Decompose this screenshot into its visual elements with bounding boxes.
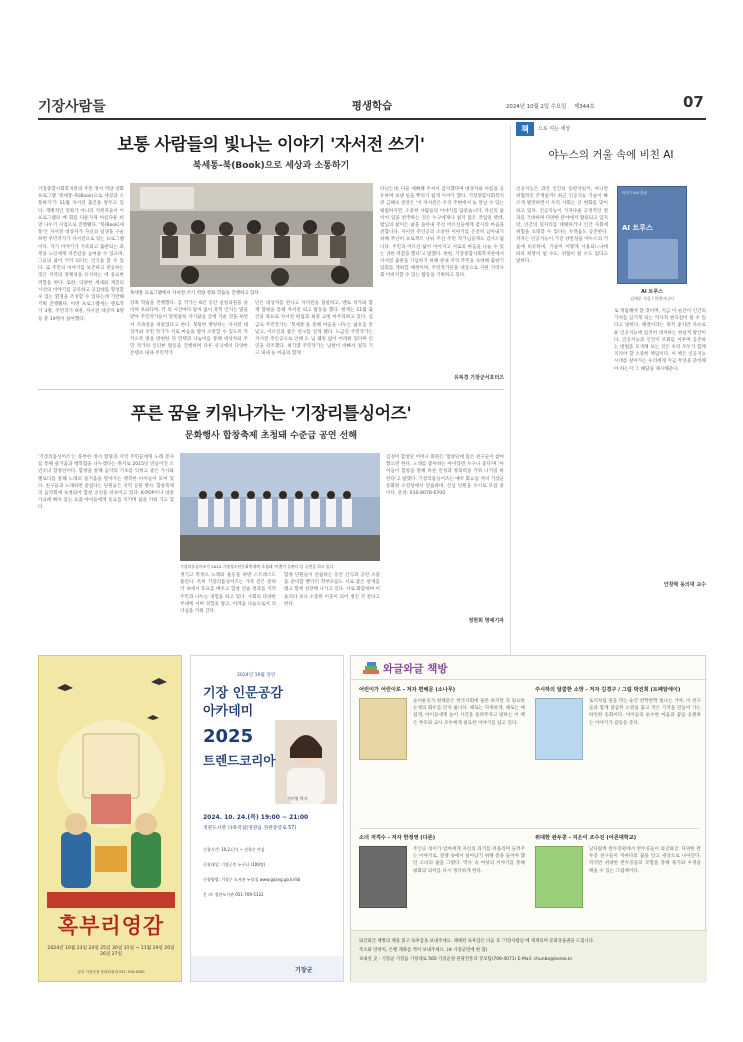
review-book-cover <box>359 698 407 760</box>
bookreview-footer-line1: 와글와글 책방의 책을 읽고 독후감을 보내주세요. 채택된 독후감은 다음 호 '기장사람들'에 게재되며 문화상품권을 드립니다. <box>359 939 595 944</box>
article1-col1: 기장종합사회복지관의 주민 정서 역량 강화 프로그램 '북세통-북(Book)으로 세상과 소통하기'가 11월 자서전 출간을 앞두고 있다. 개별적인 강좌가 아니라 지원자들이 이 프로그램의 매 회를 다운가게 아름다운 희망 나누기 사업으로 진행됐다. '북(Book)세통'은 자서전 대상자가 자신의 일생을 구술하면 주민작가가 자서전으로 엮는 프로그램이다. 자기 이야기가 기록되고 출판되는 과정을 노인에게 자존감을 높여줄 수 있으며, 그들의 삶이 기억 되다는 인식을 할 수 있다. 또 주민의 이야기를 보존하고 전승하는 것은 지역의 정체성을 유지하는 데 중요한 역할을 한다. 또한, 다양한 세대와 계층의 시선의 이야기를 공유하고 공감대를 형성할 수 있는 환경을 조성할 수 있다는데 기반해 기획 진행됐다. 이번 프로그램에는 멘토작가 3명, 주민작가 9명, 자서전 대상자 8명 등 총 19명이 참여했다. <box>38 187 124 322</box>
book-cover-title: AI 트루스 <box>622 224 653 232</box>
header-rule <box>38 118 706 120</box>
review-item-text: 토끼처럼 말을 먹는 순간 반짝반짝 빛나는 거야. 이 친구들과 함께 달콤한 소망을 품고 작은 기적을 만들어 가는 따뜻한 동화이다. 아이들의 순수한 마음과 꿈을 응원하는 이야기가 감동을 준다. <box>589 699 701 726</box>
book-tag-sub: 으로 여는 세상 <box>538 126 571 132</box>
book-cover-brand: 바다TOON 출판 <box>622 191 647 195</box>
article2-photo-caption: 기장리틀싱어즈가 2024 기장청소년문화축제에 초청돼 '이출이 들판다'들 공연을 하고 있다 <box>180 564 334 569</box>
gijang-logo: 기장군 <box>295 967 313 974</box>
page-section-title: 평생학습 <box>351 100 393 112</box>
book-byline: 안창혁 동의대 교수 <box>663 582 706 588</box>
book-cover-caption1: AI 트루스 <box>641 289 663 295</box>
academy-title1: 기장 인문공감 <box>203 686 283 701</box>
article1-photo <box>130 183 373 287</box>
bookreview-footer-line3: 보내실 곳 : 기장군 기장읍 기장대로 560 기장군청 관광진흥과 궁보팀(709-4071) E-Mail: chunbo@korea.kr <box>359 957 573 962</box>
article2-title: 푸른 꿈을 키워나가는 '기장리틀싱어즈' <box>130 404 412 424</box>
article2-subtitle: 문화행사 합창축제 초청돼 수준급 공연 선해 <box>184 431 358 441</box>
review-item <box>359 834 525 926</box>
section-label: 기장사람들 <box>38 99 106 115</box>
book-col1: 인공지능은 과연 인간의 동반자일까, 아니면 위협적인 존재일까? 최근 인공지능 기술이 빠르게 발전하면서 우리 사회는 큰 변화를 맞이하고 있다. 인공지능이 가져다줄 긍정적인 결과를 기대하며 다양한 분야에서 활용되고 있지만, 인간의 일자리를 대체하거나 인간 사회에 위험을 초래할 수 있다는 두려움도 공존한다. 저자는 인공지능이 가진 양면성을 야누스의 거울에 비유하며, 기술이 어떻게 사용되느냐에 따라 희망이 될 수도, 위협이 될 수도 있다고 말한다. <box>516 187 608 265</box>
book-stack-icon <box>363 661 379 675</box>
review-item-text: 놀이운동가 편해문은 한국사회에 물론 하지만 꼭 필요한 논쟁의 화두를 던져 줍니다. 때로는 다정하게, 때로는 매섭게, 아이들에게 놀이 시간을 돌려주자고 말하는 이 책은 부모와 교사 모두에게 필요한 이야기를 담고 있다. <box>413 699 525 726</box>
academy-venue: 정관도서관 다목적실(정관읍 정관중앙로 57) <box>203 826 297 831</box>
bookreview-title: 와글와글 책방 <box>383 663 448 675</box>
article2-col2: 생기고 복창오 노래와 율동을 하면 스트레스도 풀린다. 특히 기장리틀싱어즈는 가족 같은 분위기 속에서 동요를 배우고 합창 연습 결과를 지역 주민과 나누는 경험을 하고 있다. 사회의 다양한 무대에 서며 경험을 쌓고, 어려움 나눔으로서 리더십을 키워 간다. <box>180 573 276 615</box>
academy-speaker-name: 전미영 박사 <box>287 796 308 801</box>
review-item-title: 어린이가 어린이로 - 저자 편해문 (소나무) <box>359 687 456 693</box>
academy-title2: 아카데미 <box>203 704 254 719</box>
review-item-title: 주시하의 달콤한 소망 - 저자 김경구 / 그림 박진희 (트페알에이) <box>535 687 681 693</box>
article1-title: 보통 사람들의 빛나는 이야기 '자서전 쓰기' <box>117 135 425 155</box>
review-book-cover <box>359 846 407 908</box>
book-cover <box>617 186 687 284</box>
article1-photo-caption: 북세통 프로그램에서 자서전 쓰기 역량 강화 학습을 진행하고 있다 <box>130 291 259 296</box>
article2-photo <box>180 453 380 561</box>
book-tag <box>516 122 706 136</box>
review-item-text: 날다람쥐 완두콩평에서 완두콩들이 와글와글. 다양한 완두콩 친구들이 저마다의 꿈을 안고 세상으로 나아간다. 작지만 위대한 완두콩들의 모험을 통해 용기와 우정을 배울 수 있는 그림책이다. <box>589 847 701 874</box>
academy-top-label: 2024년 10월 강연 <box>237 673 276 678</box>
academy-details <box>203 842 337 902</box>
issue-date: 2024년 10월 2일 수요일 <box>506 104 567 110</box>
article2-col1: '기장리틀싱어즈'는 풍부한 정서 함양과 지역 주민들에게 노래 봉사를 통해 즐거움과 행복함을 나누겠다는 취지로 2015년 만들어진 소년소녀 합창단이다. 합창을 통해 음악의 기초를 익히고 좋은 가사와 멜로디를 통해 노래의 즐거움을 알아가는 행복한 아이들이 모여 있다. 친구들과 노래하면 즐겁다는 단원들은 지역 공원 행사, 합창축제의 음악회에 초청되어 합창 공연을 선보이고 있다. K-POP이나 대중가요에 빠져 있는 요즘 아이들에게 동요를 지키며 꿈을 키워 가고 있다. <box>38 455 174 511</box>
choir-stage-photo <box>180 453 380 561</box>
article2-byline: 정현희 명예기자 <box>468 618 504 624</box>
review-divider <box>359 828 699 829</box>
folk-play-contact: 문의 기장군청 문화관광과 051-709-4000 <box>77 970 145 974</box>
review-book-cover <box>535 698 583 760</box>
folk-play-title: 혹부리영감 <box>57 914 165 938</box>
academy-speaker-photo <box>275 720 337 804</box>
article1-bottom-rule <box>38 389 504 390</box>
article1-col4: 다닌는데, 다들 예뻐해 주셔서 감사했다며 대상자와 아름을 공유하며 보낸 일을 뿌리기 쉽게 이야기 했다. 기장종합사회복지관 금혜숙 관장은 '이 자서전은 우리 주변에서 늘 만날 수 있는 평범하지만, 소중한 사람들의 이야기를 담았습니다. 자신의 삶이어 업을 반추하는 것은 누구에게나 쉽지 않은 작업일 텐데, 밥님의 삶이든 삶을 돌아내 주신 어르신들에게 감사의 마음을 전합니다. 자서전 주인공의 소중한 이야기를 온전히 남아내기 위해 무난히 프로젝트 나눠 주신 주민 작가님들께도 감사드립니다. 주민과 어르신 삶이 이어지고 서로의 마음을 나눌 수 있는 귀한 역할을 했다'고 말했다. 한편, 기장종합사회복지관에서 자서전 출판을 기념하기 위해 관내 지역 주민을 초대해 출판기념회를 개최할 예정이며, 주민작가단을 대상으로 지원 지역사회 이바지할 수 있는 활동을 기획하고 있다. <box>380 187 504 279</box>
bookreview-footer-line2: 주소와 연락처, 은행 계좌를 적어 보내주세요. (※ 기장군민에 한 함) <box>359 948 488 953</box>
academy-year: 2025 <box>203 726 254 747</box>
review-item <box>535 834 701 926</box>
book-review-title: 야누스의 거울 속에 비친 AI <box>548 149 674 161</box>
review-book-cover <box>535 846 583 908</box>
academy-detail: 문 의: 정관도서관 051-709-5322 <box>203 892 264 897</box>
article1-byline: 유복경 기장군서포터즈 <box>453 375 504 381</box>
article1-col3: 단은 대상자를 만나고 자서전을 집필하고, 멘토 작가와 함께 합평을 통해 자서전 퇴고 활동을 했다. 현재는 11월 출간을 목표로 자서전 편집과 최종 교정 마무리하고 있다. 김금숙 주민작가는 '북세통'을 통해 마음을 나누는 삶유를 만났고, 어르신과 좋은 친구를 얻게 됐다. 노금연 주민작가는 자서전 주인공으로 인해 도 넘 웰빙 없이 어려워 있다며 인연을 강조했다. 최기엽 주민작가는 남편이 바빠서 걸꼭 기고 내내 늘 마음의 함께 <box>255 301 373 357</box>
academy-detail: 신청대상: 기장군민 누구나 (100명) <box>203 862 266 867</box>
bookreview-footer <box>351 930 707 983</box>
ad-humanities-academy[interactable] <box>190 655 344 982</box>
review-item <box>359 686 525 826</box>
academy-topic: 트렌드코리아 <box>203 753 276 768</box>
review-item-title: 위대한 완두콩 - 지은이 조수진 (어콘대학교) <box>535 835 637 841</box>
book-cover-graphic <box>628 239 678 279</box>
book-col2: 로 정립해야 할 것이며, 지금 이 순간이 인간의 가치를 심기게 되는 역사적 변곡점이 될 수 있다고 말한다. 해결이라는 목적 좋지만 자유로운 인공지능에 엄격히 대처하는 현실적 방안이다. 인공지능과 인간이 조화를 이루며 공존하는 방법을 모색해 보는 것은 우리 모두가 함께 지켜야 할 소중한 책임이다. 이 책은 인공지능 시대를 살아가는 우리에게 지금 무엇을 준비해야 하는지 그 해답을 제시해준다. <box>614 309 706 372</box>
book-tag-box <box>516 122 534 136</box>
issue-number: 제344호 <box>574 104 595 110</box>
book-tag-main: 책 <box>521 124 529 134</box>
page-number: 07 <box>683 93 704 111</box>
review-item <box>535 686 701 826</box>
article2-col3: 합창 단원들이 연습하는 동안 간식과 공연 소품을 준비할 뿐더러 학부모들도 서로 좋은 관계를 맺고 함께 성장해 나가고 있다. 서로 화합하며 어울리다 보니 소중한 이웃이 되어 생긴 것 같다고 한다. <box>284 573 380 607</box>
bookreview-header <box>351 656 707 680</box>
academy-bottom-bar <box>191 956 344 982</box>
folk-play-schedule: 2024년 10월 23일 24일 25일 30일 31일 ~ 11월 19일 20일 26일 27일 <box>47 946 175 957</box>
meeting-room-photo <box>130 183 373 287</box>
book-cover-caption2: 김예준 지음 / 한빛미디어 <box>630 296 674 301</box>
review-item-title: 소녀 저격수 - 저자 한정영 (다른) <box>359 835 436 841</box>
article1-subtitle: 북세통-북(Book)으로 세상과 소통하기 <box>192 161 350 171</box>
page-header <box>38 93 706 121</box>
article2-col4: 김경미 합창단 어머니 회원은 '합창단에 많은 친구들이 참여했으면 한다. 노래를 좋아하는 아이라면 누구나 좋다'며 '아이들이 합창을 통해 바른 인성과 창의력을 키워 나가길 바란다'고 말했다. 기장리틀싱어즈는 매주 화요일 저녁 기장군문화원 소강당에서 연습하며, 신입 단원을 수시로 모집 중이다. 문의: 010-8078-6700 <box>386 455 504 497</box>
review-item-text: 주인공 성이가 엄마에게 자신의 과거를 떠올리며 들려주는 이야기로, 전쟁 속에서 살아남기 위해 총을 들어야 했던 소녀의 삶을 그렸다. 역사 속 여성의 이야기를 통해 평화의 의미를 다시 생각하게 한다. <box>413 847 525 874</box>
academy-detail: 신청방법: 기장군 도서관 누리집 www.gijang.go.kr/lib <box>203 877 301 882</box>
article1-col2: 강좌 학습을 진행했다. 김 작가는 6년 동안 일일의원을 졸이며 보와다며, 각 의 시간마다 말씨 없이 북쩍 인지는 말을 받아 주민작가들이 알룩달룩 자기삶을 글에 기운 것을 보면서 지속성을 바랐었다고 한다. 북팅한 방팅하는 자서전 대상자와 주민 작가가 서로 마음을 열어 소통할 수 있도록 카카오톡 방을 방편한 뒤 언택과 나눔이를 통해 대상자와 주민 작가의 인터뷰 활동을 진행하며 다른 유닛에서 다양한 콘텐츠 내내 주민작가 <box>130 301 248 357</box>
ad-folk-play[interactable] <box>38 655 182 982</box>
academy-datetime: 2024. 10. 24.(목) 19:00 ~ 21:00 <box>203 814 309 821</box>
bookreview-panel <box>350 655 706 982</box>
speaker-portrait <box>275 720 337 804</box>
academy-detail: 신청기간: 10.2.(수) ~ 선착순 마감 <box>203 847 265 852</box>
